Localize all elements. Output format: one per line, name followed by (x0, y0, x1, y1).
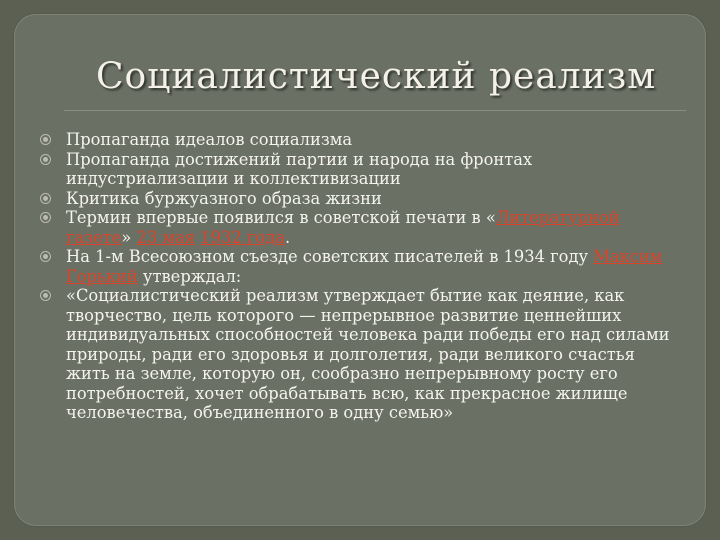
bullet-item (40, 189, 680, 209)
circle-bullet-icon (40, 134, 51, 145)
bullet-text: Пропаганда достижений партии и народа на фронтах индустриализации и коллективизации (66, 149, 533, 188)
bullet-text: » (121, 227, 137, 247)
circle-bullet-icon (40, 154, 51, 165)
slide-title: Социалистический реализм (96, 56, 657, 97)
circle-bullet-icon (40, 251, 51, 262)
bullet-item (40, 247, 680, 286)
bullet-item (40, 130, 680, 150)
bullet-text: Критика буржуазного образа жизни (66, 188, 382, 208)
bullet-item (40, 208, 680, 247)
circle-bullet-icon (40, 290, 51, 301)
year-link[interactable]: 1932 года (200, 227, 285, 247)
date-link[interactable]: 23 мая (136, 227, 196, 247)
bullet-text: Термин впервые появился в советской печати в « (66, 208, 496, 227)
title-divider (64, 110, 686, 111)
bullet-text: «Социалистический реализм утверждает бытие как деяние, как творчество, цель которого — непрерывное развитие ценнейших индивидуальных способностей человека ради победы его над силами природы, ради его здоровья и долголетия, ради великого счастья жить на земле, которую он, сообразно непрерывному росту его потребностей, хочет обрабатывать всю, как прекрасное жилище человечества, объединенного в одну семью» (66, 286, 670, 422)
circle-bullet-icon (40, 212, 51, 223)
bullet-text: Пропаганда идеалов социализма (66, 130, 353, 149)
bullet-text: . (284, 227, 291, 247)
bullet-item (40, 150, 680, 189)
literaturnaya-gazeta-link[interactable]: Литературной газете (66, 208, 620, 247)
bullet-text: утверждал: (137, 266, 242, 286)
circle-bullet-icon (40, 193, 51, 204)
bullet-text: На 1-м Всесоюзном съезде советских писателей в 1934 году (66, 247, 594, 266)
bullet-item (40, 286, 680, 423)
bullet-list (40, 130, 680, 423)
maxim-gorky-link[interactable]: Максим Горький (66, 247, 663, 286)
